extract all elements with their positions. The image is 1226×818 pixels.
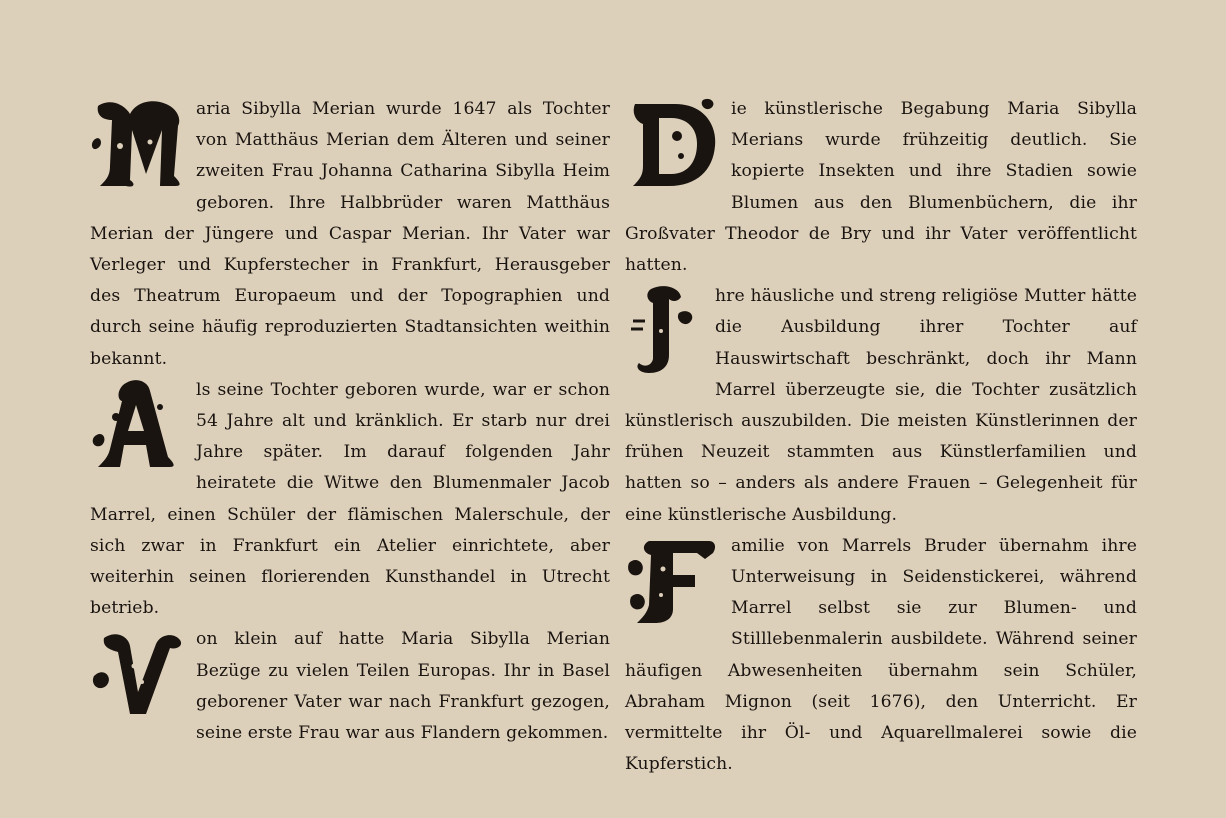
ornate-initial-f-icon	[625, 533, 721, 625]
paragraph-3-text: on klein auf hatte Maria Sibylla Merian Bezüge zu vielen Teilen Europas. Ihr in Basel geborener Vater war nach Frankfurt gezogen, seine erste Frau war aus Flandern gekommen.	[196, 629, 610, 744]
paragraph-3	[90, 624, 610, 749]
left-column	[90, 94, 610, 749]
paragraph-6	[625, 531, 1137, 781]
paragraph-4	[625, 94, 1137, 281]
paragraph-5-text: hre häusliche und streng religiöse Mutter hätte die Ausbildung ihrer Tochter auf Hauswirtschaft beschränkt, doch ihr Mann Marrel überzeugte sie, die Tochter zusätzlich künstlerisch auszubilden. Die meisten Künstlerinnen der frühen Neuzeit stammten aus Künstlerfamilien und hatten so – anders als andere Frauen – Gelegenheit für eine künstlerische Ausbildung.	[625, 286, 1137, 525]
paragraph-2-text: ls seine Tochter geboren wurde, war er schon 54 Jahre alt und kränklich. Er starb nur drei Jahre später. Im darauf folgenden Jahr heiratete die Witwe den Blumenmaler Jacob Marrel, einen Schüler der flämischen Malerschule, der sich zwar in Frankfurt ein Atelier einrichtete, aber weiterhin seinen florierenden Kunsthandel in Utrecht betrieb.	[90, 379, 610, 619]
paragraph-1	[90, 94, 610, 375]
ornate-initial-d-icon	[625, 96, 721, 188]
ornate-initial-m-icon	[90, 96, 186, 188]
paragraph-5	[625, 281, 1137, 531]
ornate-initial-a-icon	[90, 377, 186, 469]
right-column	[625, 94, 1137, 780]
ornate-initial-i-icon	[625, 283, 705, 375]
paragraph-1-text: aria Sibylla Merian wurde 1647 als Tochter von Matthäus Merian dem Älteren und seiner zweiten Frau Johanna Catharina Sibylla Heim geboren. Ihre Halbbrüder waren Matthäus Merian der Jüngere und Caspar Merian. Ihr Vater war Verleger und Kupferstecher in Frankfurt, Herausgeber des Theatrum Europaeum und der Topographien und durch seine häufig reproduzierten Stadtansichten weithin bekannt.	[90, 99, 610, 369]
paragraph-2	[90, 375, 610, 625]
paragraph-4-text: ie künstlerische Begabung Maria Sibylla Merians wurde frühzeitig deutlich. Sie kopierte Insekten und ihre Stadien sowie Blumen aus den Blumenbüchern, die ihr Großvater Theodor de Bry und ihr Vater veröffentlicht hatten.	[625, 99, 1137, 276]
paragraph-6-text: amilie von Marrels Bruder übernahm ihre Unterweisung in Seidenstickerei, während Marrel selbst sie zur Blumen- und Stilllebenmalerin ausbildete. Während seiner häufigen Abwesenheiten übernahm sein Schüler, Abraham Mignon (seit 1676), den Unterricht. Er vermittelte ihr Öl- und Aquarellmalerei sowie die Kupferstich.	[625, 535, 1137, 775]
ornate-initial-v-icon	[90, 626, 186, 718]
